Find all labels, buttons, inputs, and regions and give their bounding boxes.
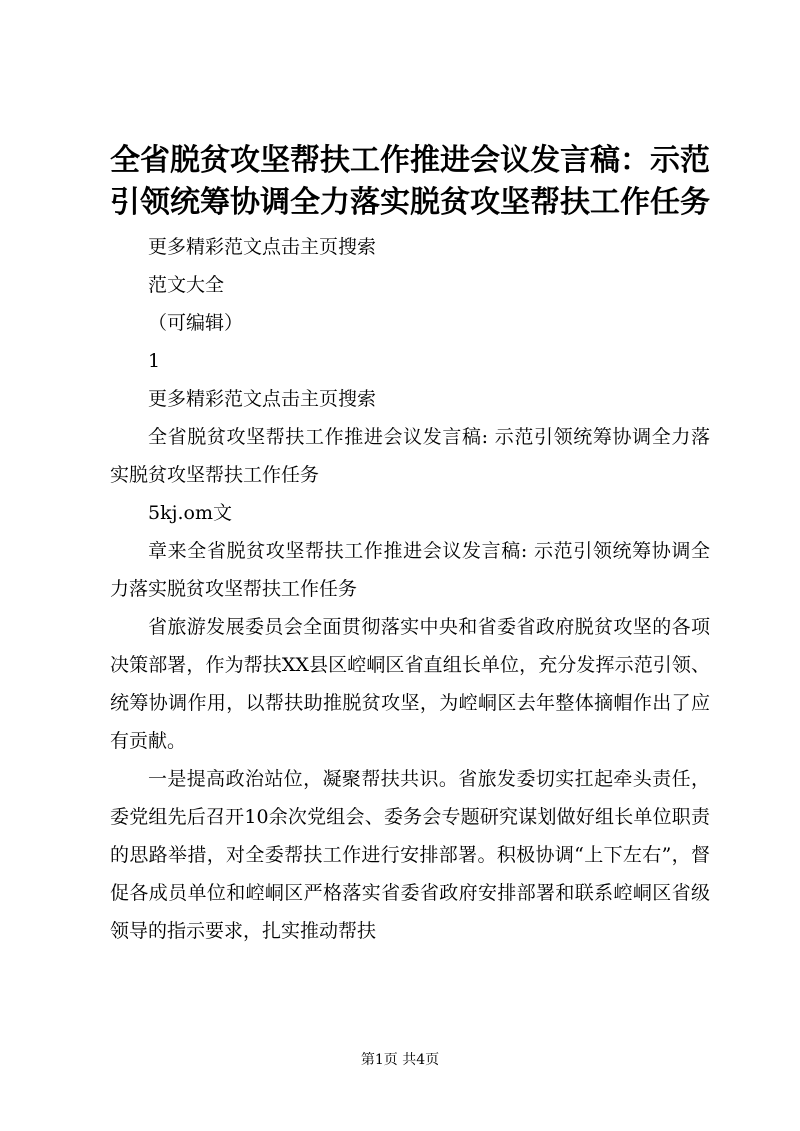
page-footer: 第1页 共4页 <box>360 1052 440 1068</box>
paragraph: 范文大全 <box>148 274 225 296</box>
document-title: 全省脱贫攻坚帮扶工作推进会议发言稿：示范引领统筹协调全力落实脱贫攻坚帮扶工作任务 <box>110 143 710 220</box>
document-body <box>110 228 710 950</box>
paragraph: 1 <box>148 350 161 372</box>
paragraph: 章来全省脱贫攻坚帮扶工作推进会议发言稿: 示范引领统筹协调全力落实脱贫攻坚帮扶工作任务 <box>110 540 710 600</box>
paragraph: （可编辑） <box>148 312 244 334</box>
paragraph: 更多精彩范文点击主页搜索 <box>148 236 377 258</box>
paragraph: 5kj.om文 <box>148 502 232 524</box>
paragraph: 省旅游发展委员会全面贯彻落实中央和省委省政府脱贫攻坚的各项决策部署，作为帮扶XX县区崆峒区省直组长单位，充分发挥示范引领、统筹协调作用，以帮扶助推脱贫攻坚，为崆峒区去年整体摘帽作出了应有贡献。 <box>110 616 710 752</box>
paragraph: 全省脱贫攻坚帮扶工作推进会议发言稿: 示范引领统筹协调全力落实脱贫攻坚帮扶工作任务 <box>110 426 710 486</box>
paragraph: 一是提高政治站位，凝聚帮扶共识。省旅发委切实扛起牵头责任，委党组先后召开10余次党组会、委务会专题研究谋划做好组长单位职责的思路举措，对全委帮扶工作进行安排部署。积极协调“上下左右”，督促各成员单位和崆峒区严格落实省委省政府安排部署和联系崆峒区省级领导的指示要求，扎实推动帮扶 <box>110 768 710 942</box>
paragraph: 更多精彩范文点击主页搜索 <box>148 388 377 410</box>
